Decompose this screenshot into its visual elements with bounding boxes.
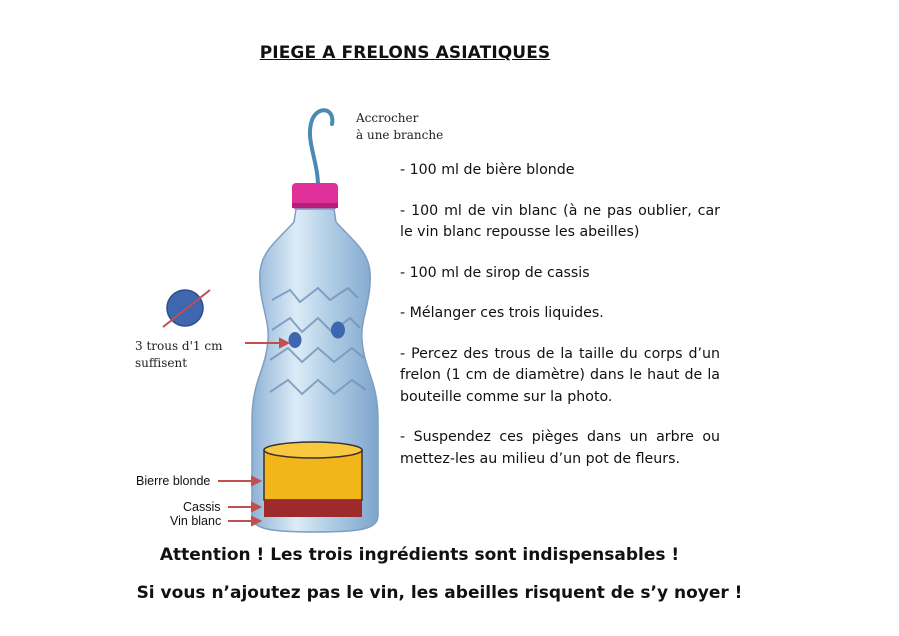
beer-label: Bierre blonde — [136, 474, 211, 488]
holes-label: 3 trous d'1 cm suffisent — [135, 339, 223, 370]
cassis-layer — [264, 500, 362, 517]
wine-label: Vin blanc — [170, 514, 222, 528]
hang-label: Accrocher à une branche — [356, 111, 444, 142]
instruction-item: - Percez des trous de la taille du corps d’un frelon (1 cm de diamètre) dans le haut de la bouteille comme sur la photo. — [400, 345, 720, 405]
instruction-item: - 100 ml de bière blonde — [400, 162, 575, 178]
instruction-item: - Mélanger ces trois liquides. — [400, 305, 604, 321]
warning-line-1: Attention ! Les trois ingrédients sont indispensables ! — [159, 545, 680, 565]
hole-left — [289, 332, 302, 348]
page-title: PIEGE A FRELONS ASIATIQUES — [259, 43, 551, 63]
instruction-item: - Suspendez ces pièges dans un arbre ou mettez-les au milieu d’un pot de fleurs. — [400, 429, 720, 467]
warning-line-2: Si vous n’ajoutez pas le vin, les abeilles risquent de s’y noyer ! — [136, 583, 743, 603]
instructions-list — [400, 160, 720, 489]
cassis-label: Cassis — [183, 500, 221, 514]
hole-right — [331, 322, 345, 339]
instruction-item: - 100 ml de sirop de cassis — [400, 264, 590, 281]
instruction-item: - 100 ml de vin blanc (à ne pas oublier, car le vin blanc repousse les abeilles) — [400, 202, 720, 240]
hanging-hook — [310, 110, 332, 186]
